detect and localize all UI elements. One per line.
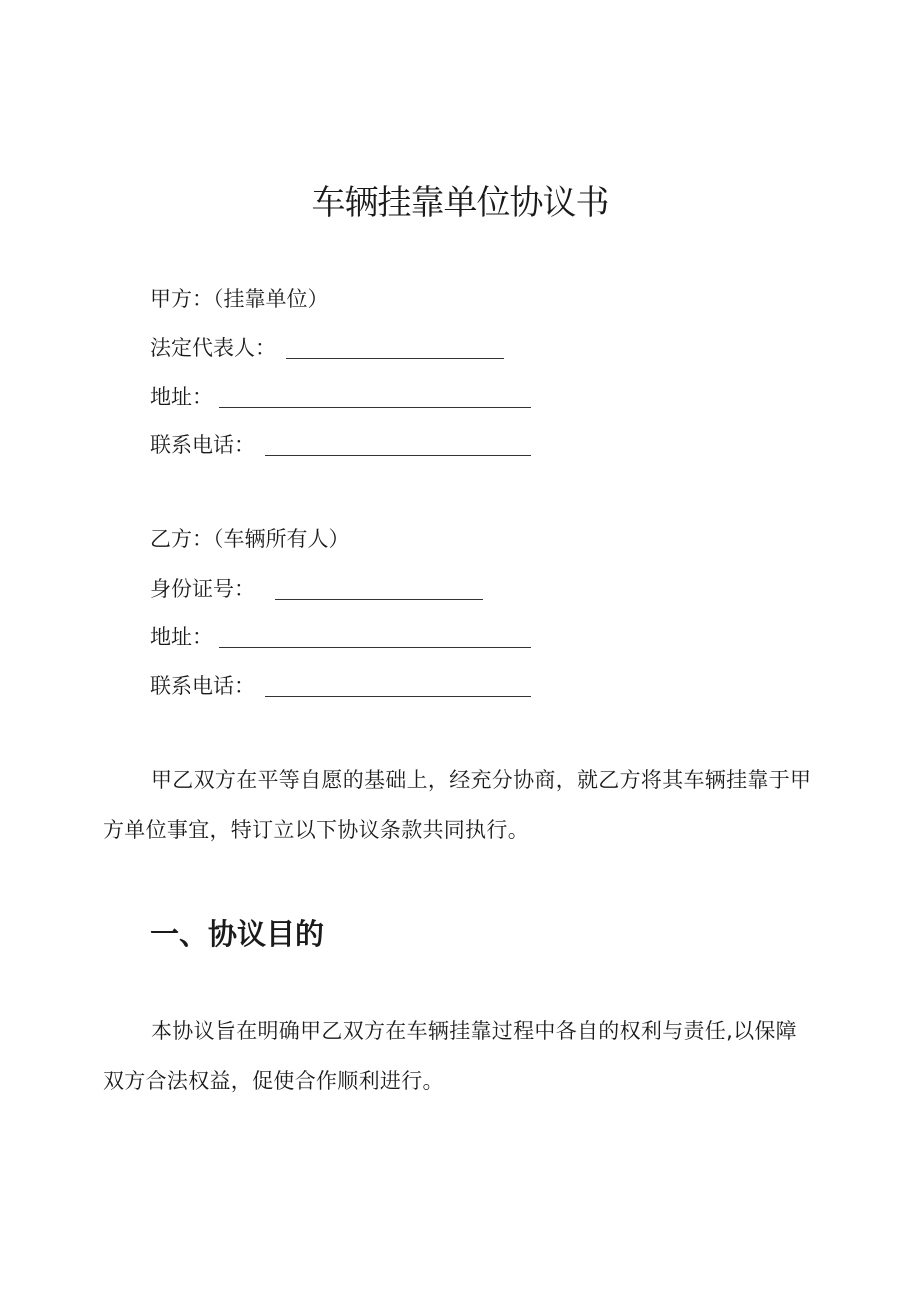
- party-b-address-label: 地址：: [150, 625, 213, 649]
- party-a-phone-blank[interactable]: [265, 433, 531, 456]
- section-1-heading: 一、协议目的: [150, 917, 325, 951]
- party-a-phone-field: [150, 430, 531, 460]
- party-b-phone-blank[interactable]: [265, 674, 531, 697]
- party-b-address-field: [150, 622, 531, 652]
- party-b-phone-label: 联系电话：: [150, 674, 255, 698]
- party-b-id-field: [150, 574, 483, 604]
- document-title: 车辆挂靠单位协议书: [311, 183, 609, 223]
- party-b-label: [150, 524, 350, 554]
- id-number-blank[interactable]: [275, 577, 483, 600]
- section-1-body: 本协议旨在明确甲乙双方在车辆挂靠过程中各自的权利与责任,以保障双方合法权益，促使合作顺利进行。: [103, 1019, 797, 1093]
- party-a-phone-label: 联系电话：: [150, 433, 255, 457]
- party-b-phone-field: [150, 671, 531, 701]
- intro-paragraph: 甲乙双方在平等自愿的基础上，经充分协商，就乙方将其车辆挂靠于甲方单位事宜，特订立以下协议条款共同执行。: [103, 768, 812, 842]
- party-a-address-field: [150, 382, 531, 412]
- legal-rep-label: 法定代表人：: [150, 336, 276, 360]
- party-a-label-text: 甲方：（挂靠单位）: [150, 287, 329, 311]
- legal-rep-blank[interactable]: [286, 336, 504, 359]
- party-a-address-label: 地址：: [150, 385, 213, 409]
- party-a-address-blank[interactable]: [219, 385, 531, 408]
- party-b-label-text: 乙方：（车辆所有人）: [150, 527, 350, 551]
- party-a-legal-rep-field: [150, 333, 504, 363]
- party-b-address-blank[interactable]: [219, 625, 531, 648]
- party-a-label: [150, 284, 329, 314]
- id-number-label: 身份证号：: [150, 577, 255, 601]
